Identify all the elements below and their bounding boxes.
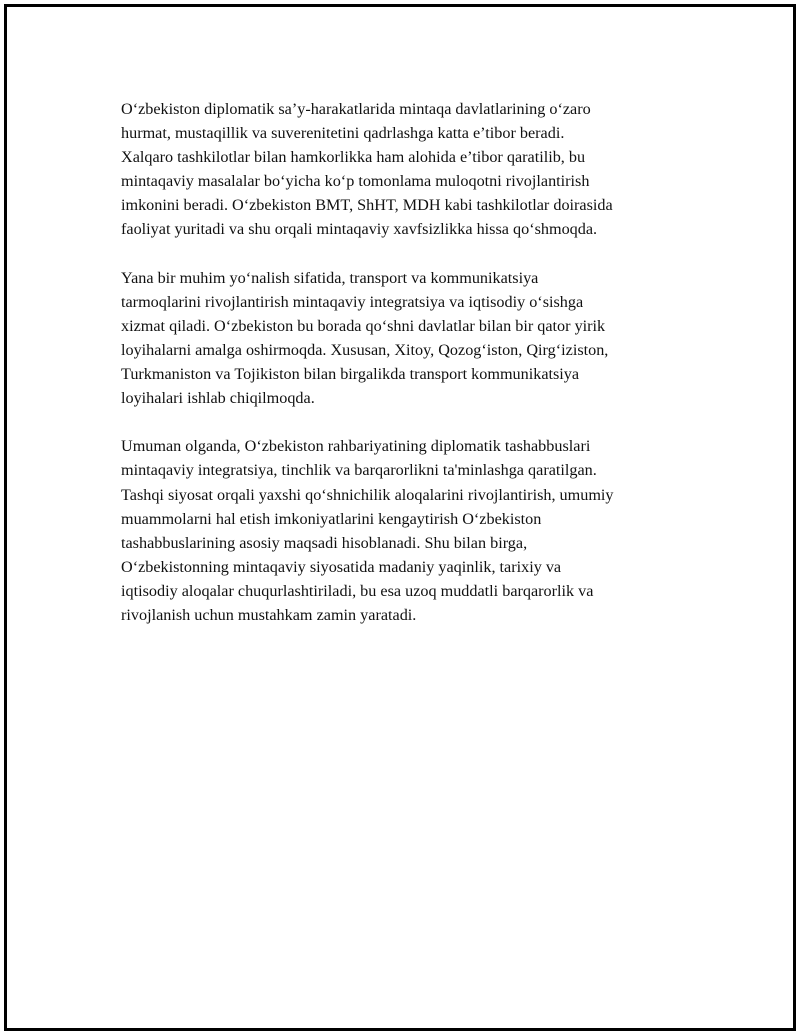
text-line: hurmat, mustaqillik va suverenitetini qadrlashga katta e’tibor beradi.	[121, 124, 565, 143]
text-line: faoliyat yuritadi va shu orqali mintaqaviy xavfsizlikka hissa qo‘shmoqda.	[121, 220, 598, 239]
text-line: loyihalari ishlab chiqilmoqda.	[121, 389, 315, 408]
text-line: iqtisodiy aloqalar chuqurlashtiriladi, bu esa uzoq muddatli barqarorlik va	[121, 581, 594, 600]
text-line: O‘zbekistonning mintaqaviy siyosatida madaniy yaqinlik, tarixiy va	[121, 557, 562, 576]
text-line: Tashqi siyosat orqali yaxshi qo‘shnichilik aloqalarini rivojlantirish, umumiy	[121, 485, 614, 504]
text-line: loyihalarni amalga oshirmoqda. Xususan, Xitoy, Qozog‘iston, Qirg‘iziston,	[121, 340, 609, 359]
text-line: imkonini beradi. O‘zbekiston BMT, ShHT, MDH kabi tashkilotlar doirasida	[121, 196, 613, 215]
text-line: Umuman olganda, O‘zbekiston rahbariyatining diplomatik tashabbuslari	[121, 437, 591, 456]
paragraph-2	[121, 266, 721, 411]
text-line: tarmoqlarini rivojlantirish mintaqaviy integratsiya va iqtisodiy o‘sishga	[121, 292, 584, 311]
text-line: tashabbuslarining asosiy maqsadi hisoblanadi. Shu bilan birga,	[121, 533, 528, 552]
text-line: O‘zbekiston diplomatik sa’y-harakatlarida mintaqa davlatlarining o‘zaro	[121, 100, 591, 118]
text-line: Turkmaniston va Tojikiston bilan birgalikda transport kommunikatsiya	[121, 365, 580, 384]
text-line: Yana bir muhim yo‘nalish sifatida, transport va kommunikatsiya	[121, 268, 539, 287]
paragraph-1	[121, 97, 721, 242]
text-line: rivojlanish uchun mustahkam zamin yaratadi.	[121, 605, 417, 624]
text-line: muammolarni hal etish imkoniyatlarini kengaytirish O‘zbekiston	[121, 509, 542, 528]
text-line: mintaqaviy integratsiya, tinchlik va barqarorlikni ta'minlashga qaratilgan.	[121, 461, 597, 480]
page-border	[4, 4, 796, 1031]
document-body	[121, 97, 721, 651]
text-line: xizmat qiladi. O‘zbekiston bu borada qo‘shni davlatlar bilan bir qator yirik	[121, 316, 606, 335]
paragraph-3	[121, 434, 721, 627]
text-line: Xalqaro tashkilotlar bilan hamkorlikka ham alohida e’tibor qaratilib, bu	[121, 148, 586, 167]
text-line: mintaqaviy masalalar bo‘yicha ko‘p tomonlama muloqotni rivojlantirish	[121, 172, 590, 191]
